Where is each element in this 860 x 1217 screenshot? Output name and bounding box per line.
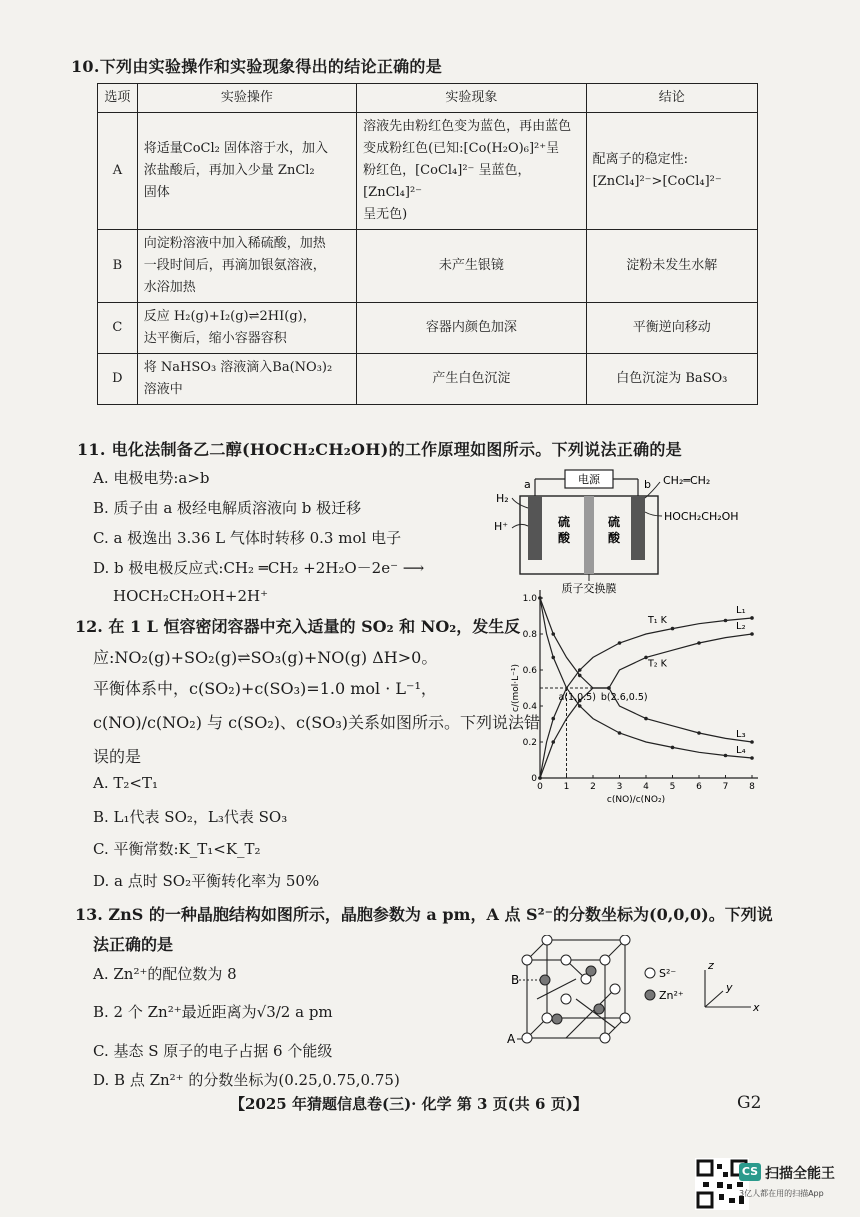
s-ion [620, 1013, 630, 1023]
row-b-option: B [98, 230, 138, 303]
series-point-L1 [618, 641, 622, 645]
series-label-L1: L₁ [736, 604, 746, 616]
annotation-2: a(1,0.5) [558, 692, 596, 703]
y-tick-label: 0.6 [522, 666, 537, 676]
cell-line: 固体 [143, 185, 170, 200]
s-ion [600, 955, 610, 965]
bond [576, 999, 615, 1028]
q10-table [97, 83, 758, 405]
electrode-a [528, 496, 542, 560]
y-tick-label: 0.8 [522, 630, 537, 640]
row-d-operation [137, 354, 356, 405]
series-point-L2 [697, 641, 701, 645]
y-tick-label: 0.4 [522, 702, 537, 712]
q13-option-b: B. 2 个 Zn²⁺最近距离为√3/2 a pm [93, 1003, 333, 1021]
zn-ion [540, 975, 550, 985]
paper-code: G2 [737, 1093, 762, 1113]
cell-line: 粉红色，[CoCl₄]²⁻ 呈蓝色，[ZnCl₄]²⁻ [363, 163, 531, 200]
cell-line: 一段时间后，再滴加银氨溶液， [143, 258, 326, 273]
h2-label: H₂ [496, 492, 509, 505]
q11-option-c: C. a 极逸出 3.36 L 气体时转移 0.3 mol 电子 [93, 529, 402, 547]
row-c-phenomenon: 容器内颜色加深 [357, 303, 587, 354]
annotation-1: T₂ K [647, 658, 667, 670]
camscanner-logo: CS [739, 1163, 761, 1181]
q13-title-1: 13. ZnS 的一种晶胞结构如图所示，晶胞参数为 a pm，A 点 S²⁻的分数坐标为(0,0,0)。下列说 [75, 905, 773, 924]
header-conclusion: 结论 [586, 84, 757, 113]
cell-line: 呈无色) [363, 207, 408, 222]
x-tick-label: 3 [616, 782, 623, 792]
q12-title-1: 12. 在 1 L 恒容密闭容器中充入适量的 SO₂ 和 NO₂，发生反 [75, 617, 521, 636]
q12-title-3: 平衡体系中，c(SO₂)+c(SO₃)=1.0 mol · L⁻¹， [93, 679, 437, 698]
series-point-L1 [578, 668, 582, 672]
zn-legend-label: Zn²⁺ [659, 989, 684, 1002]
power-label: 电源 [578, 473, 600, 486]
x-tick-label: 2 [590, 782, 596, 792]
row-a-conclusion [586, 113, 757, 230]
q12-title-2: 应:NO₂(g)+SO₂(g)⇌SO₃(g)+NO(g) ΔH>0。 [93, 648, 438, 667]
q11-option-d-cont: HOCH₂CH₂OH+2H⁺ [113, 587, 269, 605]
series-point-L1 [750, 616, 754, 620]
q12-option-a: A. T₂<T₁ [93, 774, 158, 792]
row-b-operation [137, 230, 356, 303]
x-tick-label: 4 [643, 782, 649, 792]
x-axis-label: x [753, 1001, 760, 1014]
acid-left-2: 酸 [557, 531, 571, 545]
s-ion [620, 935, 630, 945]
bond [566, 989, 615, 1038]
q12-option-d: D. a 点时 SO₂平衡转化率为 50% [93, 872, 320, 890]
series-point-L3 [697, 731, 701, 735]
series-point-L3 [551, 632, 555, 636]
row-a-option: A [98, 113, 138, 230]
series-point-L2 [750, 632, 754, 636]
glycol-label: HOCH₂CH₂OH [664, 510, 739, 523]
electrode-b [631, 496, 645, 560]
point-a-label: A [507, 1032, 516, 1045]
x-tick-label: 5 [669, 782, 676, 792]
table-row-b [98, 230, 758, 303]
z-axis-label: z [708, 959, 714, 972]
q10-title: 10.下列由实验操作和实验现象得出的结论正确的是 [71, 57, 443, 76]
series-point-L4 [538, 596, 542, 600]
header-option: 选项 [98, 84, 138, 113]
cell-line: 将 NaHSO₃ 溶液滴入Ba(NO₃)₂ [143, 360, 333, 375]
series-point-L3 [644, 717, 648, 721]
series-point-L4 [578, 704, 582, 708]
q11-option-b: B. 质子由 a 极经电解质溶液向 b 极迁移 [93, 499, 362, 517]
series-label-L4: L₄ [736, 745, 746, 757]
row-d-conclusion: 白色沉淀为 BaSO₃ [586, 354, 757, 405]
series-point-L3 [578, 674, 582, 678]
series-point-L4 [618, 731, 622, 735]
camscanner-name: 扫描全能王 [765, 1166, 835, 1182]
series-point-L1 [671, 627, 675, 631]
q12-title-4: c(NO)/c(NO₂) 与 c(SO₂)、c(SO₃)关系如图所示。下列说法错 [93, 713, 540, 732]
s-ion [610, 984, 620, 994]
y-axis [705, 991, 723, 1007]
row-b-conclusion: 淀粉未发生水解 [586, 230, 757, 303]
y-tick-label: 1.0 [522, 594, 537, 604]
electrode-a-label: a [524, 478, 531, 491]
series-point-L1 [551, 717, 555, 721]
x-tick-label: 6 [696, 782, 702, 792]
y-tick-label: 0.2 [522, 738, 537, 748]
equilibrium-chart [508, 586, 770, 804]
series-point-L4 [724, 754, 728, 758]
s-ion [522, 1033, 532, 1043]
row-a-operation [137, 113, 356, 230]
annotation-3: b(2.6,0.5) [600, 692, 648, 703]
series-point-L2 [551, 740, 555, 744]
series-point-L3 [750, 740, 754, 744]
cell-line: 达平衡后，缩小容器容积 [143, 331, 287, 346]
x-tick-label: 0 [537, 782, 543, 792]
zn-ion [552, 1014, 562, 1024]
series-label-L2: L₂ [736, 621, 746, 632]
proton-exchange-membrane [584, 496, 594, 574]
q11-option-a: A. 电极电势:a>b [93, 469, 210, 487]
series-line-L2 [540, 634, 752, 778]
q13-title-2: 法正确的是 [93, 935, 174, 954]
crystal-cell-diagram [505, 935, 770, 1045]
row-d-phenomenon: 产生白色沉淀 [357, 354, 587, 405]
q11-title: 11. 电化法制备乙二醇(HOCH₂CH₂OH)的工作原理如图所示。下列说法正确的是 [77, 440, 682, 459]
series-point-L4 [750, 756, 754, 760]
q12-title-5: 误的是 [93, 747, 142, 766]
point-b-label: B [511, 973, 520, 987]
row-b-phenomenon: 未产生银镜 [357, 230, 587, 303]
row-c-conclusion: 平衡逆向移动 [586, 303, 757, 354]
table-row-c [98, 303, 758, 354]
zn-ion [594, 1004, 604, 1014]
q11-option-d: D. b 极电极反应式:CH₂ ═CH₂ +2H₂O－2e⁻ ⟶ [93, 559, 425, 577]
x-tick-label: 7 [722, 782, 729, 792]
q13-option-a: A. Zn²⁺的配位数为 8 [93, 965, 237, 983]
q12-option-c: C. 平衡常数:K_T₁<K_T₂ [93, 840, 261, 858]
cell-line: 反应 H₂(g)+I₂(g)⇌2HI(g)， [143, 309, 316, 324]
x-tick-label: 8 [749, 782, 755, 792]
s-ion [522, 955, 532, 965]
electrolysis-diagram [480, 468, 780, 596]
series-point-L4 [551, 656, 555, 660]
zn-legend-icon [645, 990, 655, 1000]
electrode-b-label: b [644, 478, 651, 491]
table-row-a [98, 113, 758, 230]
glycol-arrow [645, 512, 662, 516]
cell-line: 将适量CoCl₂ 固体溶于水，加入 [143, 141, 329, 156]
acid-right-1: 硫 [607, 515, 621, 529]
cell-line: 配离子的稳定性: [592, 152, 688, 167]
series-line-L4 [540, 598, 752, 758]
acid-left-1: 硫 [557, 515, 571, 529]
ethene-label: CH₂═CH₂ [663, 474, 711, 487]
header-operation: 实验操作 [137, 84, 356, 113]
q12-option-b: B. L₁代表 SO₂，L₃代表 SO₃ [93, 808, 288, 826]
camscanner-tagline: 3亿人都在用的扫描App [739, 1189, 824, 1198]
acid-right-2: 酸 [607, 531, 621, 545]
cell-line: [ZnCl₄]²⁻>[CoCl₄]²⁻ [592, 174, 722, 189]
chart-labels [559, 605, 746, 756]
s-ion [542, 1013, 552, 1023]
s-ion [561, 955, 571, 965]
cell-line: 溶液先由粉红色变为蓝色，再由蓝色 [363, 119, 572, 134]
cell-line: 溶液中 [143, 382, 183, 397]
chart-series [538, 596, 754, 780]
row-a-phenomenon [357, 113, 587, 230]
s-ion [561, 994, 571, 1004]
page-footer: 【2025 年猜题信息卷(三)· 化学 第 3 页(共 6 页)】 [230, 1095, 588, 1113]
cell-line: 向淀粉溶液中加入稀硫酸，加热 [143, 236, 326, 251]
table-row-d [98, 354, 758, 405]
series-point-L1 [724, 619, 728, 623]
membrane-label: 质子交换膜 [561, 582, 617, 595]
header-phenomenon: 实验现象 [357, 84, 587, 113]
y-axis-title: c/(mol·L⁻¹) [511, 663, 521, 713]
cell-line: 水浴加热 [143, 280, 196, 295]
annotation-0: T₁ K [647, 615, 667, 627]
x-tick-label: 1 [563, 782, 570, 792]
series-line-L3 [540, 598, 752, 742]
row-c-operation [137, 303, 356, 354]
y-axis-label: y [726, 981, 733, 994]
row-c-option: C [98, 303, 138, 354]
series-point-L4 [671, 746, 675, 750]
table-header-row [98, 84, 758, 113]
q13-option-c: C. 基态 S 原子的电子占据 6 个能级 [93, 1042, 333, 1060]
s-ion [600, 1033, 610, 1043]
cell-line: 浓盐酸后，再加入少量 ZnCl₂ [143, 163, 315, 178]
series-point-L2 [538, 776, 542, 780]
hplus-label: H⁺ [494, 520, 509, 533]
zn-ion [586, 966, 596, 976]
x-axis-title: c(NO)/c(NO₂) [606, 795, 666, 804]
s-legend-label: S²⁻ [659, 967, 677, 980]
row-d-option: D [98, 354, 138, 405]
s-legend-icon [645, 968, 655, 978]
series-label-L3: L₃ [736, 729, 746, 740]
y-tick-label: 0 [531, 774, 537, 784]
q13-option-d: D. B 点 Zn²⁺ 的分数坐标为(0.25,0.75,0.75) [93, 1071, 400, 1089]
cell-line: 变成粉红色(已知:[Co(H₂O)₆]²⁺呈 [363, 141, 560, 156]
s-ion [542, 935, 552, 945]
